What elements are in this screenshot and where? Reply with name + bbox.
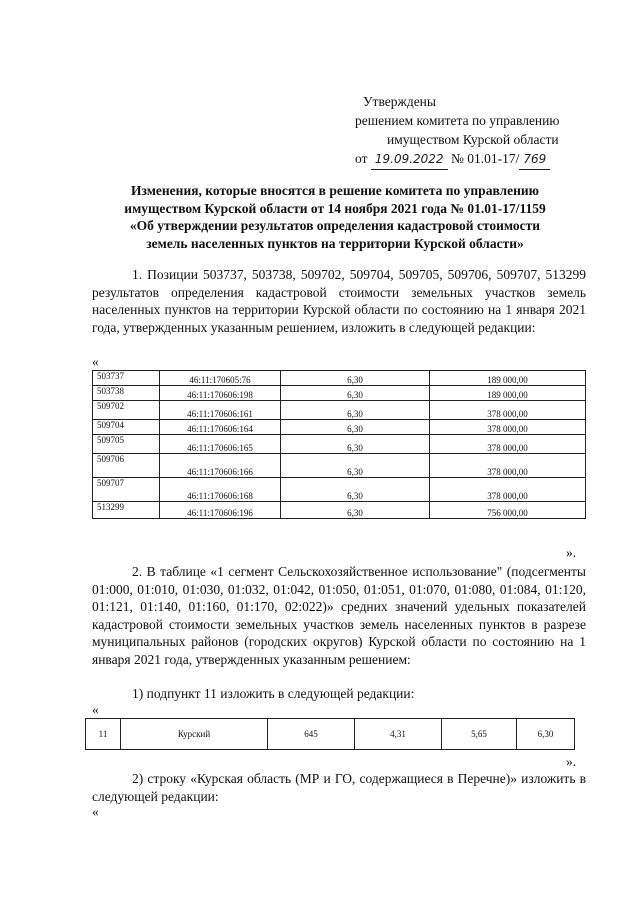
cell-value-4: 6,30 [517,719,575,750]
cell-cadastral-value: 378 000,00 [430,401,586,420]
cell-cadastral-number: 46:11:170606:198 [160,386,281,401]
open-quote-2: « [92,702,99,717]
cell-cadastral-value: 756 000,00 [430,502,586,519]
close-quote-1: ». [566,545,577,560]
cell-cadastral-number: 46:11:170606:196 [160,502,281,519]
cell-cadastral-value: 378 000,00 [430,435,586,454]
district-row-table [85,718,575,750]
approval-line-2: решением комитета по управлению [355,113,560,128]
table-row [93,502,586,519]
cell-cadastral-value: 189 000,00 [430,386,586,401]
cell-rate: 6,30 [281,502,430,519]
cell-cadastral-number: 46:11:170606:164 [160,420,281,435]
cell-position-id: 503738 [93,386,160,401]
table-row [93,401,586,420]
title-line-2: имуществом Курской области от 14 ноября 2021 года № 01.01-17/1159 [124,200,546,216]
cell-position-id: 509704 [93,420,160,435]
table-row [93,420,586,435]
table-row [93,454,586,478]
title-line-3: «Об утверждении результатов определения кадастровой стоимости [129,218,541,233]
cell-rate: 6,30 [281,420,430,435]
cell-cadastral-value: 378 000,00 [430,454,586,478]
cell-position-id: 509707 [93,478,160,502]
subitem-2: 2) строку «Курская область (МР и ГО, содержащиеся в Перечне)» изложить в следующей редакции: [92,771,586,804]
cell-rate: 6,30 [281,435,430,454]
document-title [95,182,575,252]
cell-value-1: 645 [268,719,355,750]
handwritten-date: 19.09.2022 [371,150,448,170]
cell-cadastral-number: 46:11:170606:161 [160,401,281,420]
cell-cadastral-value: 378 000,00 [430,478,586,502]
cell-rate: 6,30 [281,454,430,478]
cell-cadastral-number: 46:11:170605:76 [160,371,281,386]
cell-district: Курский [121,719,268,750]
cell-position-id: 513299 [93,502,160,519]
open-quote-3: « [92,804,99,819]
open-quote-1: « [92,354,99,369]
title-line-1: Изменения, которые вносятся в решение комитета по управлению [130,183,539,198]
cell-cadastral-number: 46:11:170606:168 [160,478,281,502]
cell-cadastral-value: 189 000,00 [430,371,586,386]
table-row [93,435,586,454]
approval-block [355,92,605,170]
from-label: от [355,151,368,166]
cell-value-3: 5,65 [442,719,517,750]
number-label: № 01.01-17/ [450,151,520,166]
cell-position-id: 509706 [93,454,160,478]
cell-cadastral-number: 46:11:170606:165 [160,435,281,454]
table-row [93,371,586,386]
handwritten-number: 769 [519,150,550,170]
close-quote-2: ». [566,754,577,769]
paragraph-1: 1. Позиции 503737, 503738, 509702, 509704, 509705, 509706, 509707, 513299 результатов определения кадастровой стоимости земельных участков земель населенных пунктов на территории Курской области по состоянию на 1 января 2021 года, утвержденных указанным решением, изложить в следующей редакции: [92,267,586,335]
approval-line-3: имуществом Курской области [387,132,559,147]
cell-number: 11 [86,719,121,750]
cell-position-id: 503737 [93,371,160,386]
approval-date-line [355,149,605,170]
approval-line-1: Утверждены [363,94,436,109]
paragraph-2: 2. В таблице «1 сегмент Сельскохозяйственное использование" (подсегменты 01:000, 01:010, 01:030, 01:032, 01:042, 01:050, 01:051, 01:070, 01:080, 01:084, 01:120, 01:121, 01:140, 01:160, 01:170, 02:022)» средних значений удельных показателей кадастровой стоимости земельных участков земель населенных пунктов в разрезе муниципальных районов (городских округов) Курской области по состоянию на 1 января 2021 года, утвержденных указанным решением: [92,564,586,667]
table-row [86,719,575,750]
table-row [93,478,586,502]
cell-value-2: 4,31 [355,719,442,750]
title-line-4: земель населенных пунктов на территории Курской области» [146,235,524,251]
subitem-1: 1) подпункт 11 изложить в следующей редакции: [132,686,415,701]
cell-cadastral-number: 46:11:170606:166 [160,454,281,478]
cell-rate: 6,30 [281,478,430,502]
table-row [93,386,586,401]
cell-rate: 6,30 [281,401,430,420]
cell-rate: 6,30 [281,371,430,386]
cell-cadastral-value: 378 000,00 [430,420,586,435]
cell-position-id: 509705 [93,435,160,454]
cadastral-values-table [92,370,586,519]
cell-rate: 6,30 [281,386,430,401]
cell-position-id: 509702 [93,401,160,420]
